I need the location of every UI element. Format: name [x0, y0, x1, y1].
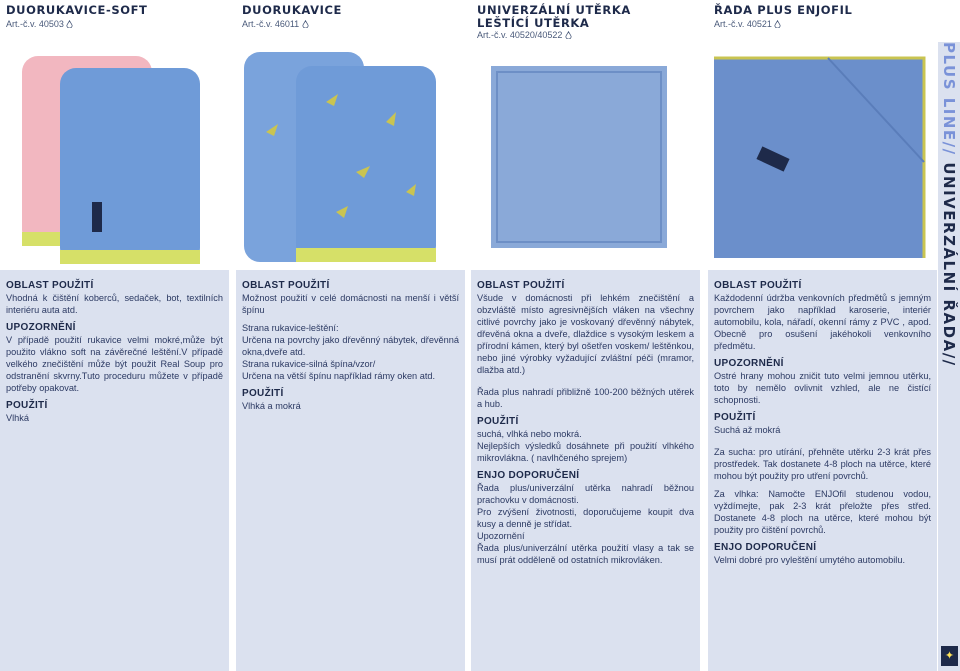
section-text: Vlhká	[6, 413, 29, 423]
vertical-title-text	[940, 42, 958, 367]
article-number: Art.-č.v. 46011	[242, 19, 462, 29]
section-text: Za vlhka: Namočte ENJOfil studenou vodou, vyždímejte, pak 2-3 krát přeložte přes střed. Dostanete 4-8 ploch na utěrce, které mohou být použity pro čištění povrchů.	[714, 489, 931, 535]
column-4-header	[714, 0, 934, 42]
product-photo	[236, 42, 465, 270]
column-4-panel	[708, 42, 937, 671]
section-heading: ENJO DOPORUČENÍ	[714, 542, 817, 553]
section-text: Velmi dobré pro vyleštění umytého automobilu.	[714, 555, 905, 565]
cloth-shape	[491, 66, 667, 248]
section-heading: POUŽITÍ	[6, 400, 48, 411]
section-heading: UPOZORNĚNÍ	[714, 358, 784, 369]
column-2-panel	[236, 42, 465, 671]
column-3-text	[477, 280, 694, 566]
article-number: Art.-č.v. 40503	[6, 19, 226, 29]
column-1-text	[6, 280, 223, 424]
cloth-shape	[714, 58, 924, 258]
section-text: Vhodná k čištění koberců, sedaček, bot, textilních interiéru auta atd.	[6, 293, 223, 315]
section-text: Řada plus nahradí přibližně 100-200 běžných utěrek a hub.	[477, 387, 694, 409]
section-text: Všude v domácnosti při lehkém znečištění a obzvláště místo agresivnějších vláken na všechny citlivé povrchy jako je voskovaný dřevěnný nábytek, dřevěná okna a dveře, dlaždice s vysokým leskem a přírodní kámen, který byl ošetřen voskem/ leštěnkou, nebo jiné výrobky vyžadující zvláštní péči (mramor, dlažba atd.)	[477, 293, 694, 375]
water-drop-icon	[66, 20, 73, 28]
water-drop-icon	[302, 20, 309, 28]
section-text: suchá, vlhká nebo mokrá. Nejlepších výsledků dosáhnete při použití vlhkého mikrovlákna. ( navlhčeného sprejem)	[477, 429, 694, 463]
column-1-panel	[0, 42, 229, 671]
product-title: ŘADA PLUS ENJOFIL	[714, 3, 853, 17]
vertical-line-title	[940, 42, 960, 602]
universal-line-label: UNIVERZÁLNÍ ŘADA//	[940, 155, 958, 367]
section-text: Ostré hrany mohou zničit tuto velmi jemnou utěrku, toto by nemělo ovlivnit vzhled, ale ne čistící schopnosti.	[714, 371, 931, 405]
product-title: DUORUKAVICE-SOFT	[6, 3, 148, 17]
section-text: Možnost použití v celé domácnosti na menší i větší špínu	[242, 293, 459, 315]
article-number: Art.-č.v. 40521	[714, 19, 934, 29]
section-text: Vlhká a mokrá	[242, 401, 301, 411]
column-2-text	[242, 280, 459, 412]
section-heading: OBLAST POUŽITÍ	[6, 280, 94, 291]
section-heading: POUŽITÍ	[242, 388, 284, 399]
water-drop-icon	[774, 20, 781, 28]
section-text: V případě použití rukavice velmi mokré,může být použito vlákno soft na závěrečné leštění.V případě velkého znečištění může být použit Real Soup pro odstranění skvrny.Tuto proceduru můžete v případě potřeby opakovat.	[6, 335, 223, 393]
section-text: Řada plus/univerzální utěrka nahradí běžnou prachovku v domácnosti. Pro zvýšení životnosti, doporučujeme koupit dva kusy a denně je střídat. Upozornění Řada plus/univerzální utěrka použití vlasy a tak se musí prát odděleně od ostatních mikrovláken.	[477, 483, 694, 565]
blue-mitt-shape	[296, 66, 436, 262]
section-heading: OBLAST POUŽITÍ	[477, 280, 565, 291]
product-photo	[0, 42, 229, 270]
article-number: Art.-č.v. 40520/40522	[477, 30, 697, 40]
column-4-text	[714, 280, 931, 566]
section-heading: POUŽITÍ	[714, 412, 756, 423]
column-2-header	[242, 0, 462, 42]
section-heading: OBLAST POUŽITÍ	[242, 280, 330, 291]
product-photo	[708, 42, 937, 270]
section-heading: OBLAST POUŽITÍ	[714, 280, 802, 291]
section-text: Za sucha: pro utírání, přehněte utěrku 2-3 krát přes prostředek. Tak dostanete 4-8 ploch na utěrce, které mohou být použity pro utření povrchů.	[714, 447, 931, 481]
section-heading: ENJO DOPORUČENÍ	[477, 470, 580, 481]
water-drop-icon	[565, 31, 572, 39]
blue-mitt-shape	[60, 68, 200, 264]
column-3-panel	[471, 42, 700, 671]
section-text: Suchá až mokrá	[714, 425, 781, 435]
product-title: DUORUKAVICE	[242, 3, 342, 17]
column-3-header	[477, 0, 697, 42]
section-text: Strana rukavice-leštění: Určena na povrchy jako dřevěnný nábytek, dřevěnná okna,dveře atd. Strana rukavice-silná špína/vzor/ Určena na větší špínu například rámy oken atd.	[242, 323, 459, 381]
section-text: Každodenní údržba venkovních předmětů s jemným povrchem jako například karoserie, interiér automobilu, kola, nářadí, okenní rámy z PVC , apod. Obecně pro osušení jakéhokoli venkovního předmětu.	[714, 293, 931, 351]
brand-logo-icon: ✦	[941, 646, 958, 666]
product-photo	[471, 42, 700, 270]
section-heading: POUŽITÍ	[477, 416, 519, 427]
column-1-header	[6, 0, 226, 42]
section-heading: UPOZORNĚNÍ	[6, 322, 76, 333]
product-title: UNIVERZÁLNÍ UTĚRKA LEŠTÍCÍ UTĚRKA	[477, 3, 631, 30]
plus-line-label: PLUS LINE//	[940, 42, 958, 156]
